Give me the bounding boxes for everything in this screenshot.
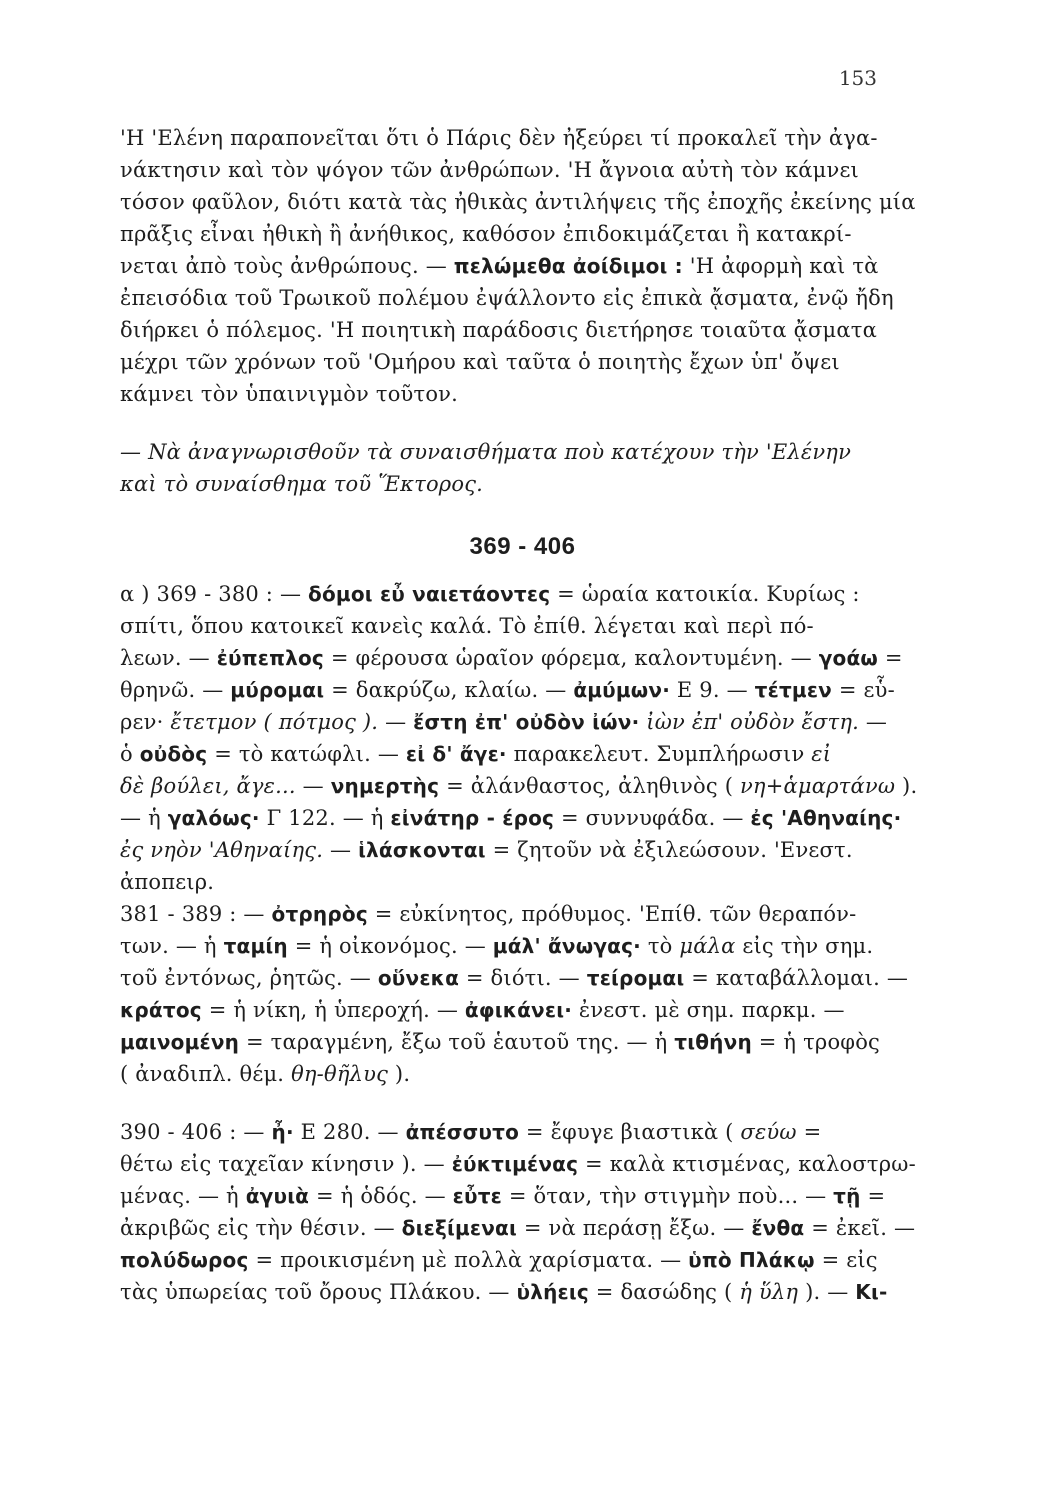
headword: ἀπέσσυτο xyxy=(405,1120,520,1144)
text-line xyxy=(120,437,900,468)
italic-text: — Νὰ ἀναγνωρισθοῦν τὰ συναισθήματα ποὺ κατέχουν τὴν 'Ελένην xyxy=(120,440,852,464)
page-number: 153 xyxy=(838,66,877,90)
text-segment: τόσον φαῦλον, διότι κατὰ τὰς ἠθικὰς ἀντιλήψεις τῆς ἐποχῆς ἐκείνης μία xyxy=(120,190,916,214)
text-line xyxy=(120,675,900,706)
text-line xyxy=(120,931,900,962)
text-line xyxy=(120,1059,900,1090)
headword: ἱλάσκονται xyxy=(358,838,486,862)
headword: νημερτὴς xyxy=(330,774,440,798)
text-segment: = ζητοῦν νὰ ἐξιλεώσουν. 'Ενεστ. xyxy=(485,838,853,862)
text-segment: Γ 122. — ἡ xyxy=(259,806,391,830)
text-segment: = καλὰ κτισμένας, καλοστρω- xyxy=(578,1152,916,1176)
text-segment: = ἡ νίκη, ἡ ὑπεροχή. — xyxy=(201,998,465,1022)
text-segment: θέτω εἰς ταχεῖαν κίνησιν ). — xyxy=(120,1152,452,1176)
text-segment: ἐνεστ. μὲ σημ. παρκμ. — xyxy=(572,998,845,1022)
headword: διεξίμεναι xyxy=(401,1216,517,1240)
text-line xyxy=(120,707,900,738)
headword: κράτος xyxy=(120,998,202,1022)
text-line xyxy=(120,739,900,770)
text-line xyxy=(120,1245,900,1276)
headword: μύρομαι xyxy=(230,678,325,702)
text-segment: — xyxy=(378,710,414,734)
text-segment: — xyxy=(295,774,331,798)
text-segment: — ἡ xyxy=(120,806,168,830)
text-line xyxy=(120,1213,916,1244)
text-segment: = συννυφάδα. — xyxy=(554,806,751,830)
text-segment: — xyxy=(859,710,888,734)
headword: εὖτε xyxy=(452,1184,502,1208)
text-segment: = καταβάλλομαι. — xyxy=(684,966,909,990)
headword: γοάω xyxy=(818,646,878,670)
italic-text: σεύω xyxy=(740,1120,797,1144)
italic-text: καὶ τὸ συναίσθημα τοῦ Ἕκτορος. xyxy=(120,472,484,496)
italic-text: μάλα xyxy=(679,934,736,958)
text-segment: = ταραγμένη, ἔξω τοῦ ἑαυτοῦ της. — ἡ xyxy=(239,1030,675,1054)
headword: ἦ· xyxy=(271,1120,294,1144)
text-segment: = ἀλάνθαστος, ἀληθινὸς ( xyxy=(439,774,740,798)
italic-text: θη-θῆλυς xyxy=(291,1062,389,1086)
text-segment: Ε 9. — xyxy=(670,678,755,702)
text-line xyxy=(120,867,900,898)
text-segment: = φέρουσα ὡραῖον φόρεμα, καλοντυμένη. — xyxy=(323,646,819,670)
headword: ἐύπεπλος xyxy=(216,646,324,670)
text-line xyxy=(120,899,900,930)
text-segment: = δακρύζω, κλαίω. — xyxy=(324,678,574,702)
headword: ὀτρηρὸς xyxy=(271,902,368,926)
text-segment: των. — ἡ xyxy=(120,934,224,958)
italic-text: εἰ xyxy=(811,742,832,766)
text-line xyxy=(120,995,900,1026)
text-segment: εἰς τὴν σημ. xyxy=(735,934,874,958)
text-segment: λεων. — xyxy=(120,646,217,670)
text-line xyxy=(120,643,903,674)
headword: ἔνθα xyxy=(751,1216,805,1240)
text-segment: παρακελευτ. Συμπλήρωσιν xyxy=(506,742,812,766)
text-line xyxy=(120,469,900,500)
text-segment: τοῦ ἐντόνως, ῥητῶς. — xyxy=(120,966,378,990)
italic-text: ἔτετμον ( πότμος ). xyxy=(170,710,379,734)
text-segment: ὁ xyxy=(120,742,140,766)
headword: τείρομαι xyxy=(586,966,685,990)
text-segment: Ε 280. — xyxy=(293,1120,406,1144)
text-segment: σπίτι, ὅπου κατοικεῖ κανεὶς καλά. Τὸ ἐπίθ. λέγεται καὶ περὶ πό- xyxy=(120,614,814,638)
headword: ἐς 'Αθηναίης· xyxy=(750,806,902,830)
headword: τῇ xyxy=(833,1184,861,1208)
text-segment: ἀποπειρ. xyxy=(120,870,215,894)
text-segment: ἀκριβῶς εἰς τὴν θέσιν. — xyxy=(120,1216,402,1240)
text-segment: 'Η ἀφορμὴ καὶ τὰ xyxy=(682,254,879,278)
text-segment: = ἡ τροφὸς xyxy=(751,1030,881,1054)
italic-text: ἁμαρτάνω xyxy=(783,774,896,798)
text-segment: μένας. — ἡ xyxy=(120,1184,246,1208)
headword: τιθήνη xyxy=(674,1030,752,1054)
text-line xyxy=(120,123,900,154)
italic-text: ἡ ὕλη xyxy=(739,1280,799,1304)
text-line xyxy=(120,1181,900,1212)
italic-text: δὲ βούλει, ἄγε... xyxy=(120,774,296,798)
text-segment: 390 - 406 : — xyxy=(120,1120,272,1144)
headword: ἐύκτιμένας xyxy=(451,1152,579,1176)
headword: μαινομένη xyxy=(120,1030,240,1054)
headword: ἀγυιὰ xyxy=(245,1184,310,1208)
text-segment: = εὐκίνητος, πρόθυμος. 'Επίθ. τῶν θεραπόν- xyxy=(367,902,857,926)
text-line xyxy=(120,315,900,346)
headword: μάλ' ἄνωγας· xyxy=(492,934,641,958)
text-line xyxy=(120,155,900,186)
text-segment: + xyxy=(765,774,784,798)
text-segment: νεται ἀπὸ τοὺς ἀνθρώπους. — xyxy=(120,254,454,278)
text-segment: = ἐκεῖ. — xyxy=(804,1216,916,1240)
text-line xyxy=(120,219,900,250)
section-heading: 369 - 406 xyxy=(469,533,576,560)
text-segment: κάμνει τὸν ὑπαινιγμὸν τοῦτον. xyxy=(120,382,459,406)
headword: ὑπὸ Πλάκῳ xyxy=(688,1248,815,1272)
text-line xyxy=(120,283,900,314)
headword: εἰ δ' ἄγε· xyxy=(405,742,507,766)
text-segment: = xyxy=(796,1120,822,1144)
text-segment: = προικισμένη μὲ πολλὰ χαρίσματα. — xyxy=(248,1248,689,1272)
text-line xyxy=(120,1117,900,1148)
headword: ἔστη ἐπ' οὐδὸν ἰών· xyxy=(413,710,640,734)
text-segment: πρᾶξις εἶναι ἠθικὴ ἢ ἀνήθικος, καθόσον ἐπιδοκιμάζεται ἢ κατακρί- xyxy=(120,222,852,246)
text-segment: ). — xyxy=(798,1280,856,1304)
headword: ἀμύμων· xyxy=(573,678,670,702)
text-line xyxy=(120,963,909,994)
text-segment: = xyxy=(878,646,903,670)
text-segment: ἐπεισόδια τοῦ Τρωικοῦ πολέμου ἐψάλλοντο εἰς ἐπικὰ ᾄσματα, ἐνῷ ἤδη xyxy=(120,286,894,310)
headword: εἰνάτηρ - έρος xyxy=(390,806,555,830)
text-segment: = ὅταν, τὴν στιγμὴν ποὺ... — xyxy=(502,1184,834,1208)
text-segment: διήρκει ὁ πόλεμος. 'Η ποιητικὴ παράδοσις διετήρησε τοιαῦτα ᾄσματα xyxy=(120,318,877,342)
text-line xyxy=(120,251,900,282)
text-segment: ). xyxy=(895,774,918,798)
text-segment: = ἔφυγε βιαστικὰ ( xyxy=(519,1120,741,1144)
text-line xyxy=(120,187,916,218)
text-line xyxy=(120,1277,900,1308)
text-segment: = xyxy=(860,1184,886,1208)
text-segment: θρηνῶ. — xyxy=(120,678,231,702)
text-line xyxy=(120,579,900,610)
text-line xyxy=(120,1149,916,1180)
text-segment: = τὸ κατώφλι. — xyxy=(207,742,406,766)
text-segment: ). xyxy=(388,1062,411,1086)
text-segment: 381 - 389 : — xyxy=(120,902,272,926)
headword: δόμοι εὖ ναιετάοντες xyxy=(308,582,551,606)
text-line xyxy=(120,611,900,642)
text-line xyxy=(120,347,900,378)
text-segment: ( ἀναδιπλ. θέμ. xyxy=(120,1062,292,1086)
text-segment: = δασώδης ( xyxy=(588,1280,740,1304)
text-line xyxy=(120,803,900,834)
headword: οὐδὸς xyxy=(139,742,208,766)
headword: οὕνεκα xyxy=(377,966,460,990)
text-segment: τὸ xyxy=(640,934,680,958)
headword: πολύδωρος xyxy=(120,1248,249,1272)
text-line xyxy=(120,835,900,866)
text-segment: = εἰς xyxy=(814,1248,878,1272)
text-segment: τὰς ὑπωρείας τοῦ ὄρους Πλάκου. — xyxy=(120,1280,517,1304)
headword: ταμίη xyxy=(223,934,288,958)
italic-text: νη xyxy=(739,774,766,798)
headword: γαλόως· xyxy=(167,806,260,830)
text-segment: = ὡραία κατοικία. Κυρίως : xyxy=(550,582,860,606)
headword: Κι- xyxy=(855,1280,888,1304)
text-segment: = ἡ ὁδός. — xyxy=(309,1184,453,1208)
text-segment: — xyxy=(323,838,359,862)
headword: πελώμεθα ἀοίδιμοι : xyxy=(453,254,683,278)
text-line xyxy=(120,1027,900,1058)
italic-text: ἐς νηὸν 'Αθηναίης. xyxy=(120,838,324,862)
text-segment: = εὗ- xyxy=(832,678,895,702)
italic-text: ἰὼν ἐπ' οὐδὸν ἔστη. xyxy=(646,710,859,734)
headword: τέτμεν xyxy=(754,678,833,702)
text-segment: νάκτησιν καὶ τὸν ψόγον τῶν ἀνθρώπων. 'Η ἄγνοια αὐτὴ τὸν κάμνει xyxy=(120,158,859,182)
text-segment: = διότι. — xyxy=(459,966,587,990)
headword: ἀφικάνει· xyxy=(464,998,572,1022)
text-segment: 'Η 'Ελένη παραπονεῖται ὅτι ὁ Πάρις δὲν ἠξεύρει τί προκαλεῖ τὴν ἀγα- xyxy=(120,126,878,150)
headword: ὑλήεις xyxy=(516,1280,589,1304)
text-segment: α ) 369 - 380 : — xyxy=(120,582,309,606)
text-segment: ρεν· xyxy=(120,710,171,734)
text-segment: μέχρι τῶν χρόνων τοῦ 'Ομήρου καὶ ταῦτα ὁ ποιητὴς ἔχων ὑπ' ὄψει xyxy=(120,350,840,374)
text-segment: = νὰ περάσῃ ἔξω. — xyxy=(516,1216,752,1240)
text-segment: = ἡ οἰκονόμος. — xyxy=(287,934,493,958)
text-line xyxy=(120,379,900,410)
text-line xyxy=(120,771,918,802)
